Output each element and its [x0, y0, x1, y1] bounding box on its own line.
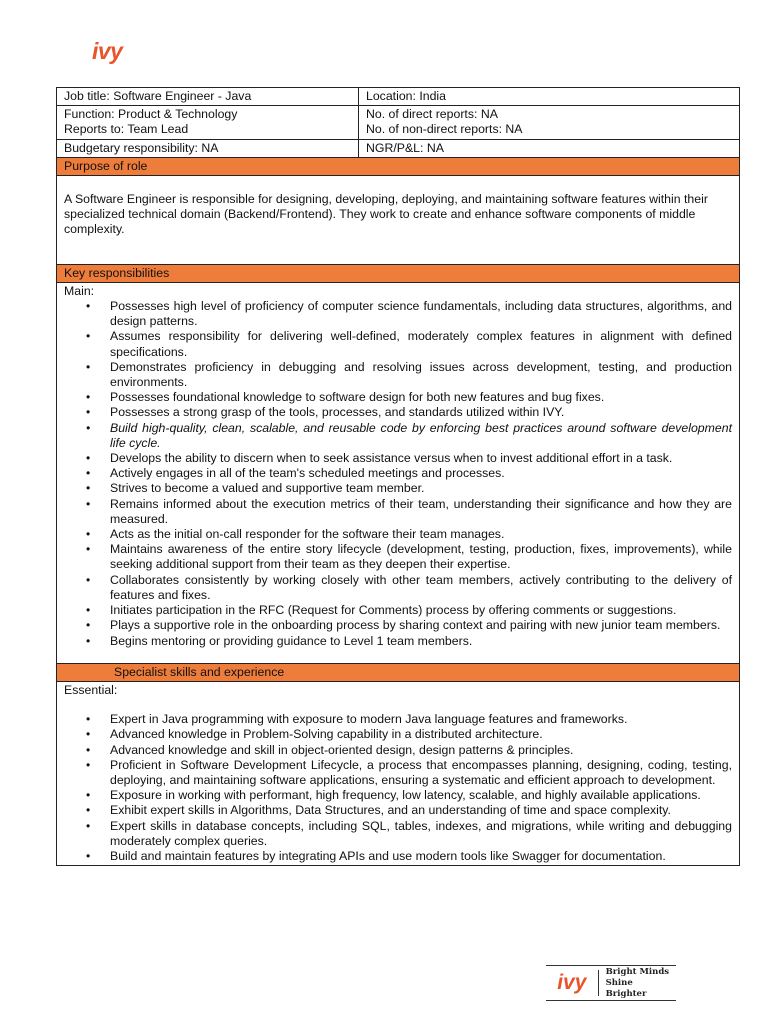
skill-item: • Advanced knowledge in Problem-Solving capability in a distributed architecture.	[110, 727, 732, 742]
direct-reports-text: No. of direct reports: NA	[366, 107, 498, 122]
footer-brand: ivy	[546, 970, 599, 996]
responsibility-item: • Strives to become a valued and supportive team member.	[110, 481, 732, 496]
responsibility-item: • Maintains awareness of the entire story lifecycle (development, testing, production, fixes, improvements), while seeking additional support from their team as they deepen their expertise.	[110, 542, 732, 572]
budget-cell: Budgetary responsibility: NA	[57, 139, 359, 157]
purpose-heading: Purpose of role	[57, 157, 740, 175]
reports-to-text: Reports to: Team Lead	[64, 122, 189, 137]
responsibility-item: • Remains informed about the execution metrics of their team, understanding their significance and how they are measured.	[110, 497, 732, 527]
responsibility-item: • Demonstrates proficiency in debugging and resolving issues across development, testing, and production environments.	[110, 360, 732, 390]
tagline-line-2: Shine Brighter	[605, 977, 647, 999]
responsibilities-subheading: Main:	[64, 283, 95, 298]
responsibility-item: • Collaborates consistently by working closely with other team members, actively contributing to the delivery of features and fixes.	[110, 573, 732, 603]
job-description-table	[56, 87, 740, 866]
responsibility-item: • Initiates participation in the RFC (Request for Comments) process by offering comments or suggestions.	[110, 603, 732, 618]
skills-section	[57, 681, 740, 865]
responsibility-item: • Acts as the initial on-call responder for the software their team manages.	[110, 527, 732, 542]
reports-cell	[359, 106, 740, 139]
responsibilities-heading: Key responsibilities	[57, 264, 740, 282]
skill-item: • Advanced knowledge and skill in object-oriented design, design patterns & principles.	[110, 743, 732, 758]
skill-item: • Proficient in Software Development Lifecycle, a process that encompasses planning, designing, coding, testing, deploying, and maintaining software applications, ensuring a systematic and efficient approach to development.	[110, 758, 732, 788]
tagline-line-1: Bright Minds	[605, 966, 670, 977]
skills-list	[64, 712, 732, 864]
function-cell	[57, 106, 359, 139]
responsibility-item: • Possesses a strong grasp of the tools, processes, and standards utilized within IVY.	[110, 405, 732, 420]
non-direct-reports-text: No. of non-direct reports: NA	[366, 122, 523, 137]
responsibility-item: • Assumes responsibility for delivering well-defined, moderately complex features in alignment with defined specifications.	[110, 329, 732, 359]
responsibility-item: • Possesses foundational knowledge to software design for both new features and bug fixes.	[110, 390, 732, 405]
responsibility-item: • Plays a supportive role in the onboarding process by sharing context and pairing with new junior team members.	[110, 618, 732, 633]
footer-logo	[546, 965, 676, 1001]
skill-item: • Exhibit expert skills in Algorithms, Data Structures, and an understanding of time and space complexity.	[110, 803, 732, 818]
company-logo: ivy	[92, 38, 123, 64]
footer-tagline	[599, 967, 676, 1000]
responsibilities-list	[64, 299, 732, 649]
responsibility-item: • Build high-quality, clean, scalable, and reusable code by enforcing best practices around software development life cycle.	[110, 421, 732, 451]
skill-item: • Expert skills in database concepts, including SQL, tables, indexes, and migrations, while writing and debugging moderately complex queries.	[110, 819, 732, 849]
ngr-cell: NGR/P&L: NA	[359, 139, 740, 157]
skills-heading: Specialist skills and experience	[57, 663, 740, 681]
responsibility-item: • Begins mentoring or providing guidance to Level 1 team members.	[110, 634, 732, 649]
responsibilities-section	[57, 282, 740, 663]
skill-item: • Build and maintain features by integrating APIs and use modern tools like Swagger for documentation.	[110, 849, 732, 864]
skill-item: • Exposure in working with performant, high frequency, low latency, scalable, and highly available applications.	[110, 788, 732, 803]
skill-item: • Expert in Java programming with exposure to modern Java language features and frameworks.	[110, 712, 732, 727]
job-title-cell: Job title: Software Engineer - Java	[57, 88, 359, 106]
purpose-text: A Software Engineer is responsible for designing, developing, deploying, and maintaining software features within their specialized technical domain (Backend/Frontend). They work to create and enhance software components of middle complexity.	[57, 176, 740, 265]
skills-subheading: Essential:	[64, 682, 118, 697]
responsibility-item: • Possesses high level of proficiency of computer science fundamentals, including data structures, algorithms, and design patterns.	[110, 299, 732, 329]
responsibility-item: • Develops the ability to discern when to seek assistance versus when to invest additional effort in a task.	[110, 451, 732, 466]
location-cell: Location: India	[359, 88, 740, 106]
responsibility-item: • Actively engages in all of the team's scheduled meetings and processes.	[110, 466, 732, 481]
function-text: Function: Product & Technology	[64, 107, 238, 122]
